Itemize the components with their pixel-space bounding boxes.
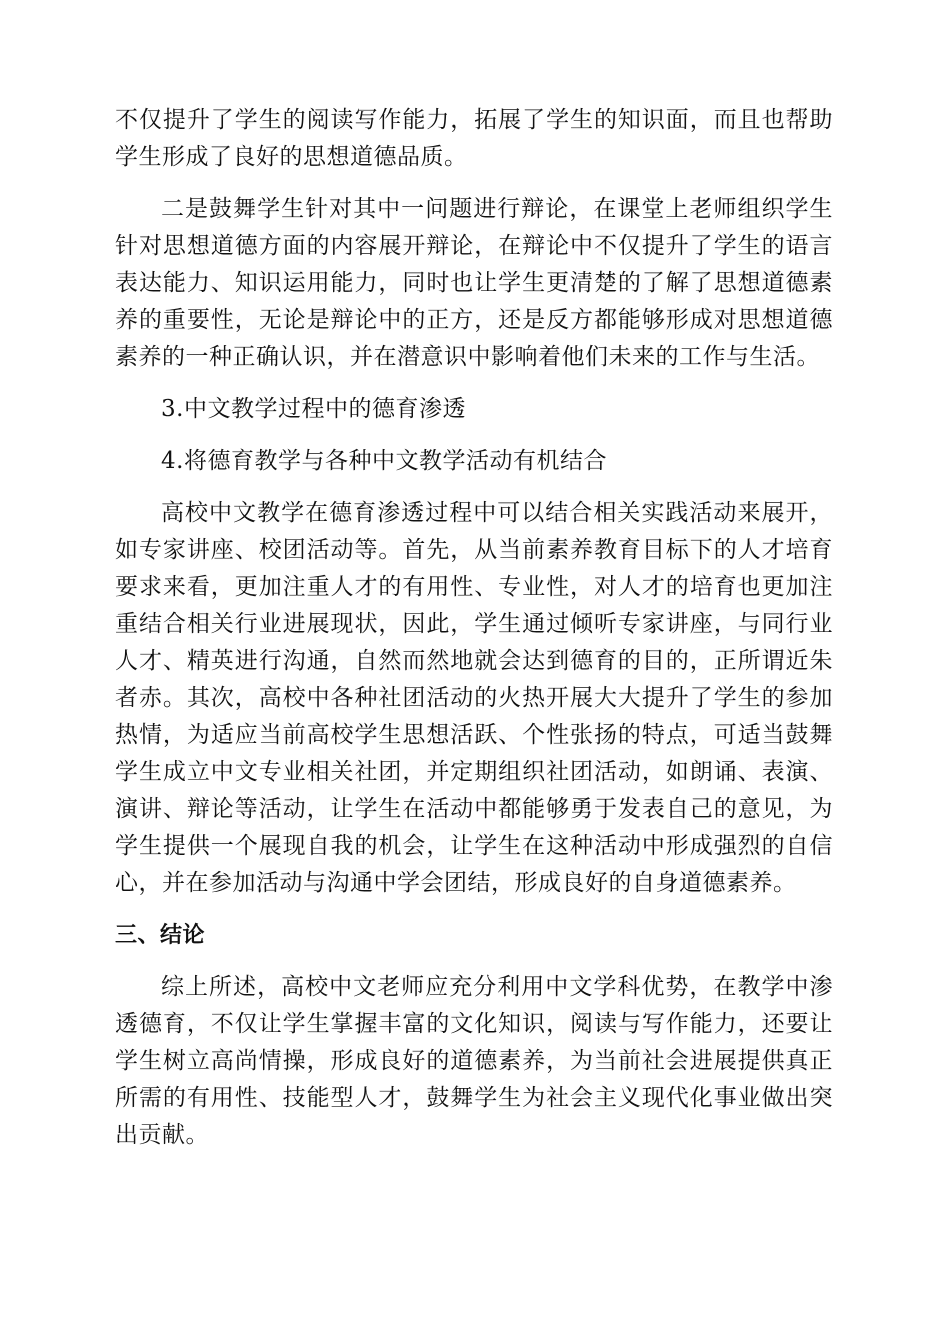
section-title-conclusion: 三、结论: [115, 923, 206, 948]
paragraph-activities: 高校中文教学在德育渗透过程中可以结合相关实践活动来展开，如专家讲座、校团活动等。首先，从当前素养教育目标下的人才培育要求来看，更加注重人才的有用性、专业性，对人才的培育也更加注重结合相关行业进展现状，因此，学生通过倾听专家讲座，与同行业人才、精英进行沟通，自然而然地就会达到德育的目的，正所谓近朱者赤。其次，高校中各种社团活动的火热开展大大提升了学生的参加热情，为适应当前高校学生思想活跃、个性张扬的特点，可适当鼓舞学生成立中文专业相关社团，并定期组织社团活动，如朗诵、表演、演讲、辩论等活动，让学生在活动中都能够勇于发表自己的意见，为学生提供一个展现自我的机会，让学生在这种活动中形成强烈的自信心，并在参加活动与沟通中学会团结，形成良好的自身道德素养。: [115, 500, 833, 896]
paragraph-continuation: 不仅提升了学生的阅读写作能力，拓展了学生的知识面，而且也帮助学生形成了良好的思想道德品质。: [115, 107, 833, 170]
paragraph-conclusion: 综上所述，高校中文老师应充分利用中文学科优势，在教学中渗透德育，不仅让学生掌握丰富的文化知识，阅读与写作能力，还要让学生树立高尚情操，形成良好的道德素养，为当前社会进展提供真正所需的有用性、技能型人才，鼓舞学生为社会主义现代化事业做出突出贡献。: [115, 974, 833, 1148]
paragraph-debate: 二是鼓舞学生针对其中一问题进行辩论，在课堂上老师组织学生针对思想道德方面的内容展开辩论，在辩论中不仅提升了学生的语言表达能力、知识运用能力，同时也让学生更清楚的了解了思想道德素养的重要性，无论是辩论中的正方，还是反方都能够形成对思想道德素养的一种正确认识，并在潜意识中影响着他们未来的工作与生活。: [115, 196, 833, 370]
subheading-3: 3.中文教学过程中的德育渗透: [161, 396, 466, 422]
document-body: [115, 102, 833, 1169]
subheading-4: 4.将德育教学与各种中文教学活动有机结合: [161, 448, 607, 474]
